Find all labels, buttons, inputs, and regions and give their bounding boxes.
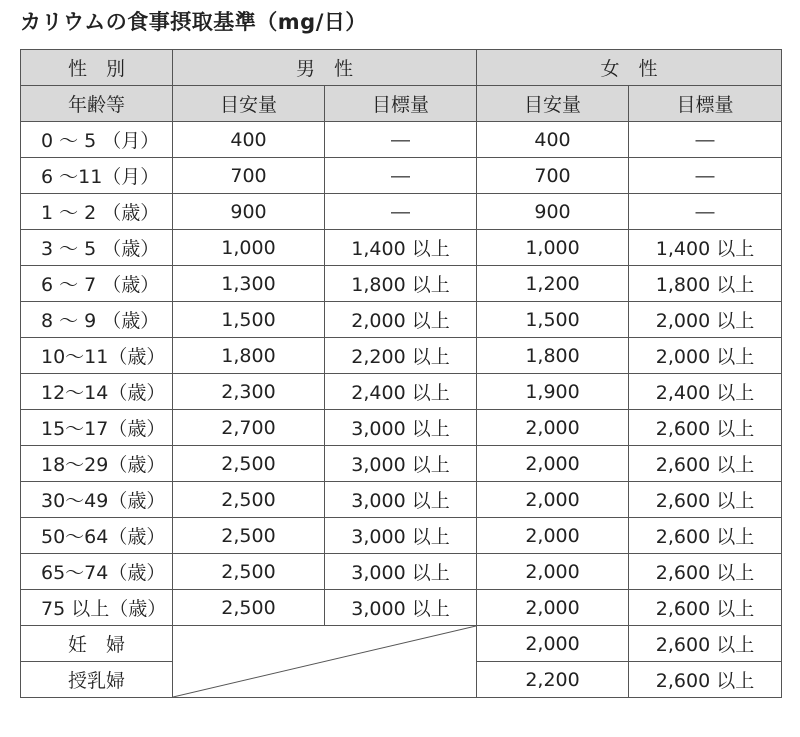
table-row xyxy=(21,590,782,626)
male-adequate-intake-cell: 1,300 xyxy=(173,266,325,302)
female-target-intake-cell: ― xyxy=(629,158,782,194)
age-cell: 18～29（歳） xyxy=(21,446,173,482)
female-adequate-intake-cell: 2,000 xyxy=(477,590,629,626)
age-cell: 10～11（歳） xyxy=(21,338,173,374)
age-cell: 6 ～ 7 （歳） xyxy=(21,266,173,302)
female-header: 女 性 xyxy=(477,50,782,86)
female-adequate-intake-cell: 2,200 xyxy=(477,662,629,698)
age-cell: 0 ～ 5 （月） xyxy=(21,122,173,158)
female-target-intake-cell: 2,600 以上 xyxy=(629,482,782,518)
female-adequate-intake-cell: 400 xyxy=(477,122,629,158)
male-target-intake-cell: 2,000 以上 xyxy=(325,302,477,338)
table-row xyxy=(21,230,782,266)
diagonal-strike-line xyxy=(173,626,476,697)
age-cell: 8 ～ 9 （歳） xyxy=(21,302,173,338)
male-target-intake-cell: 3,000 以上 xyxy=(325,446,477,482)
table-row xyxy=(21,122,782,158)
table-row xyxy=(21,158,782,194)
male-adequate-intake-cell: 400 xyxy=(173,122,325,158)
male-adequate-intake-cell: 2,500 xyxy=(173,518,325,554)
female-adequate-intake-header: 目安量 xyxy=(477,86,629,122)
female-target-intake-cell: 2,600 以上 xyxy=(629,446,782,482)
female-target-intake-cell: 2,600 以上 xyxy=(629,590,782,626)
male-target-intake-cell: 3,000 以上 xyxy=(325,590,477,626)
male-target-intake-cell: ― xyxy=(325,158,477,194)
female-adequate-intake-cell: 1,000 xyxy=(477,230,629,266)
table-row xyxy=(21,518,782,554)
male-target-intake-cell: 3,000 以上 xyxy=(325,410,477,446)
female-target-intake-cell: 2,600 以上 xyxy=(629,626,782,662)
age-cell: 1 ～ 2 （歳） xyxy=(21,194,173,230)
male-adequate-intake-cell: 2,300 xyxy=(173,374,325,410)
male-target-intake-cell: 1,800 以上 xyxy=(325,266,477,302)
male-target-intake-cell: 1,400 以上 xyxy=(325,230,477,266)
female-adequate-intake-cell: 2,000 xyxy=(477,518,629,554)
female-target-intake-cell: 2,000 以上 xyxy=(629,338,782,374)
male-target-intake-cell: ― xyxy=(325,122,477,158)
female-adequate-intake-cell: 2,000 xyxy=(477,554,629,590)
female-target-intake-cell: 2,600 以上 xyxy=(629,518,782,554)
age-cell: 3 ～ 5 （歳） xyxy=(21,230,173,266)
age-header: 年齢等 xyxy=(21,86,173,122)
table-row xyxy=(21,302,782,338)
female-target-intake-cell: 2,600 以上 xyxy=(629,410,782,446)
male-adequate-intake-cell: 2,500 xyxy=(173,554,325,590)
male-adequate-intake-cell: 2,500 xyxy=(173,482,325,518)
age-cell: 75 以上（歳） xyxy=(21,590,173,626)
male-header: 男 性 xyxy=(173,50,477,86)
male-target-intake-cell: ― xyxy=(325,194,477,230)
table-row xyxy=(21,266,782,302)
female-target-intake-cell: 2,600 以上 xyxy=(629,554,782,590)
female-adequate-intake-cell: 700 xyxy=(477,158,629,194)
female-adequate-intake-cell: 2,000 xyxy=(477,626,629,662)
male-adequate-intake-cell: 1,000 xyxy=(173,230,325,266)
male-adequate-intake-cell: 2,500 xyxy=(173,446,325,482)
age-cell: 30～49（歳） xyxy=(21,482,173,518)
table-row xyxy=(21,194,782,230)
female-adequate-intake-cell: 2,000 xyxy=(477,482,629,518)
male-target-intake-header: 目標量 xyxy=(325,86,477,122)
age-cell: 50～64（歳） xyxy=(21,518,173,554)
table-row xyxy=(21,554,782,590)
age-cell: 15～17（歳） xyxy=(21,410,173,446)
age-cell: 12～14（歳） xyxy=(21,374,173,410)
male-target-intake-cell: 3,000 以上 xyxy=(325,518,477,554)
table-row xyxy=(21,482,782,518)
female-adequate-intake-cell: 1,500 xyxy=(477,302,629,338)
female-adequate-intake-cell: 1,900 xyxy=(477,374,629,410)
male-adequate-intake-cell: 2,700 xyxy=(173,410,325,446)
male-adequate-intake-cell: 1,800 xyxy=(173,338,325,374)
header-row-metrics xyxy=(21,86,782,122)
female-target-intake-cell: 2,600 以上 xyxy=(629,662,782,698)
male-target-intake-cell: 3,000 以上 xyxy=(325,482,477,518)
age-cell: 妊 婦 xyxy=(21,626,173,662)
female-adequate-intake-cell: 900 xyxy=(477,194,629,230)
male-adequate-intake-cell: 1,500 xyxy=(173,302,325,338)
page-title: カリウムの食事摂取基準（mg/日） xyxy=(20,10,367,34)
sex-header: 性 別 xyxy=(21,50,173,86)
female-target-intake-cell: ― xyxy=(629,122,782,158)
female-adequate-intake-cell: 2,000 xyxy=(477,410,629,446)
table-row xyxy=(21,338,782,374)
age-cell: 65～74（歳） xyxy=(21,554,173,590)
male-adequate-intake-header: 目安量 xyxy=(173,86,325,122)
table-row xyxy=(21,374,782,410)
table-row xyxy=(21,626,782,662)
female-target-intake-header: 目標量 xyxy=(629,86,782,122)
age-cell: 6 ～11（月） xyxy=(21,158,173,194)
female-adequate-intake-cell: 2,000 xyxy=(477,446,629,482)
potassium-intake-table xyxy=(20,49,782,698)
table-row xyxy=(21,446,782,482)
table-row xyxy=(21,410,782,446)
female-adequate-intake-cell: 1,200 xyxy=(477,266,629,302)
male-adequate-intake-cell: 700 xyxy=(173,158,325,194)
age-cell: 授乳婦 xyxy=(21,662,173,698)
male-target-intake-cell: 2,200 以上 xyxy=(325,338,477,374)
male-target-intake-cell: 3,000 以上 xyxy=(325,554,477,590)
female-target-intake-cell: 1,800 以上 xyxy=(629,266,782,302)
female-adequate-intake-cell: 1,800 xyxy=(477,338,629,374)
female-target-intake-cell: 2,400 以上 xyxy=(629,374,782,410)
male-adequate-intake-cell: 2,500 xyxy=(173,590,325,626)
not-applicable-cell xyxy=(173,626,477,698)
male-adequate-intake-cell: 900 xyxy=(173,194,325,230)
female-target-intake-cell: 2,000 以上 xyxy=(629,302,782,338)
header-row-sex xyxy=(21,50,782,86)
female-target-intake-cell: 1,400 以上 xyxy=(629,230,782,266)
female-target-intake-cell: ― xyxy=(629,194,782,230)
male-target-intake-cell: 2,400 以上 xyxy=(325,374,477,410)
